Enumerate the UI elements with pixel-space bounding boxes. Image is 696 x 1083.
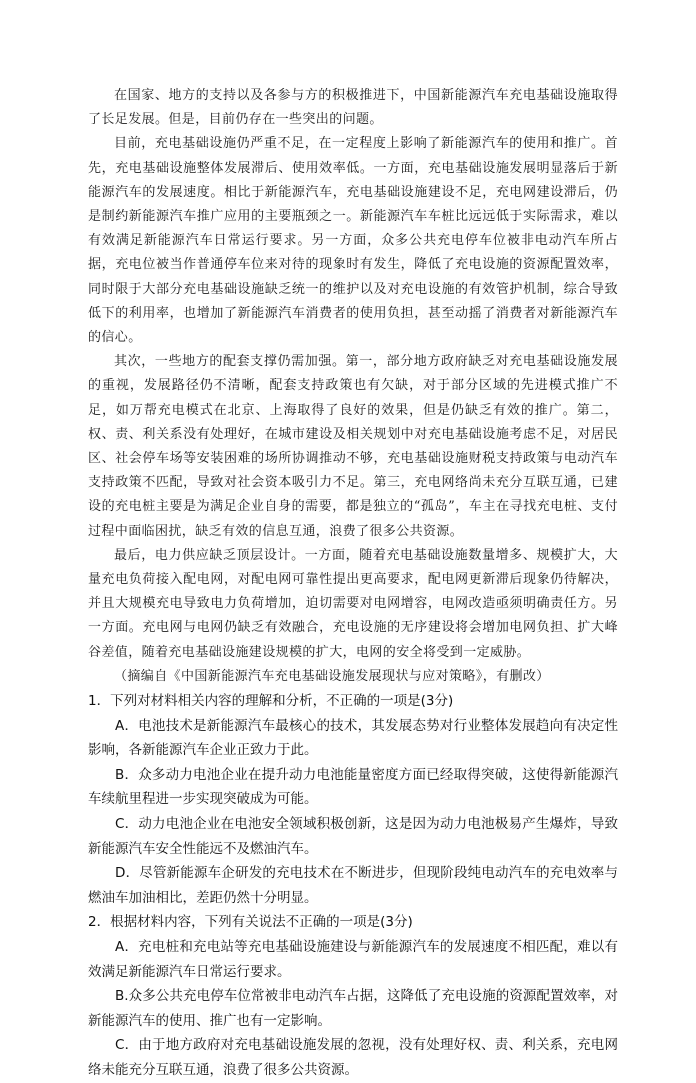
question-stem: 2．根据材料内容，下列有关说法不正确的一项是(3分) bbox=[88, 914, 413, 931]
option-b: B.众多公共充电停车位常被非电动汽车占据，这降低了充电设施的资源配置效率，对新能源汽车的使用、推广也有一定影响。 bbox=[88, 988, 618, 1029]
question-1 bbox=[88, 689, 618, 910]
question-2 bbox=[88, 910, 618, 1082]
option-c: C．由于地方政府对充电基础设施发展的忽视，没有处理好权、责、利关系，充电网络未能充分互联互通，浪费了很多公共资源。 bbox=[88, 1037, 618, 1078]
question-stem: 1．下列对材料相关内容的理解和分析，不正确的一项是(3分) bbox=[88, 693, 454, 710]
passage-paragraph: 其次，一些地方的配套支撑仍需加强。第一，部分地方政府缺乏对充电基础设施发展的重视，发展路径仍不清晰，配套支持政策也有欠缺，对于部分区域的先进模式推广不足，如万帮充电模式在北京、上海取得了良好的效果，但是仍缺乏有效的推广。第二，权、责、利关系没有处理好，在城市建设及相关规划中对充电基础设施考虑不足，对居民区、社会停车场等安装困难的场所协调推动不够，充电基础设施财税支持政策与电动汽车支持政策不匹配，导致对社会资本吸引力不足。第三，充电网络尚未充分互联互通，已建设的充电桩主要是为满足企业自身的需要，都是独立的“孤岛”，车主在寻找充电桩、支付过程中面临困扰，缺乏有效的信息互通，浪费了很多公共资源。 bbox=[88, 354, 618, 539]
question-list bbox=[88, 689, 618, 1083]
option-d: D．尽管新能源车企研发的充电技术在不断进步，但现阶段纯电动汽车的充电效率与燃油车加油相比，差距仍然十分明显。 bbox=[88, 865, 618, 906]
option-a: A．充电桩和充电站等充电基础设施建设与新能源汽车的发展速度不相匹配，难以有效满足新能源汽车日常运行要求。 bbox=[88, 939, 618, 980]
option-c: C．动力电池企业在电池安全领域积极创新，这是因为动力电池极易产生爆炸，导致新能源汽车安全性能远不及燃油汽车。 bbox=[88, 816, 618, 857]
passage-paragraph: 目前，充电基础设施仍严重不足，在一定程度上影响了新能源汽车的使用和推广。首先，充电基础设施整体发展滞后、使用效率低。一方面，充电基础设施发展明显落后于新能源汽车的发展速度。相比于新能源汽车，充电基础设施建设不足，充电网建设滞后，仍是制约新能源汽车推广应用的主要瓶颈之一。新能源汽车车桩比远远低于实际需求，难以有效满足新能源汽车日常运行要求。另一方面，众多公共充电停车位被非电动汽车所占据，充电位被当作普通停车位来对待的现象时有发生，降低了充电设施的资源配置效率，同时限于大部分充电基础设施缺乏统一的维护以及对充电设施的有效管护机制，综合导致低下的利用率，也增加了新能源汽车消费者的使用负担，甚至动摇了消费者对新能源汽车的信心。 bbox=[88, 136, 618, 346]
passage-paragraph: 最后，电力供应缺乏顶层设计。一方面，随着充电基础设施数量增多、规模扩大，大量充电负荷接入配电网，对配电网可靠性提出更高要求，配电网更新滞后现象仍待解决，并且大规模充电导致电力负荷增加，迫切需要对电网增容，电网改造亟须明确责任方。另一方面。充电网与电网仍缺乏有效融合，充电设施的无序建设将会增加电网负担、扩大峰谷差值，随着充电基础设施建设规模的扩大，电网的安全将受到一定威胁。 bbox=[88, 547, 618, 660]
option-a: A．电池技术是新能源汽车最核心的技术，其发展态势对行业整体发展趋向有决定性影响，各新能源汽车企业正致力于此。 bbox=[88, 717, 618, 759]
reading-passage bbox=[88, 84, 618, 689]
passage-paragraph: 在国家、地方的支持以及各参与方的积极推进下，中国新能源汽车充电基础设施取得了长足发展。但是，目前仍存在一些突出的问题。 bbox=[88, 88, 618, 128]
passage-source: （摘编自《中国新能源汽车充电基础设施发展现状与应对策略》，有删改） bbox=[114, 668, 550, 684]
option-b: B．众多动力电池企业在提升动力电池能量密度方面已经取得突破，这使得新能源汽车续航里程进一步实现突破成为可能。 bbox=[88, 766, 618, 808]
